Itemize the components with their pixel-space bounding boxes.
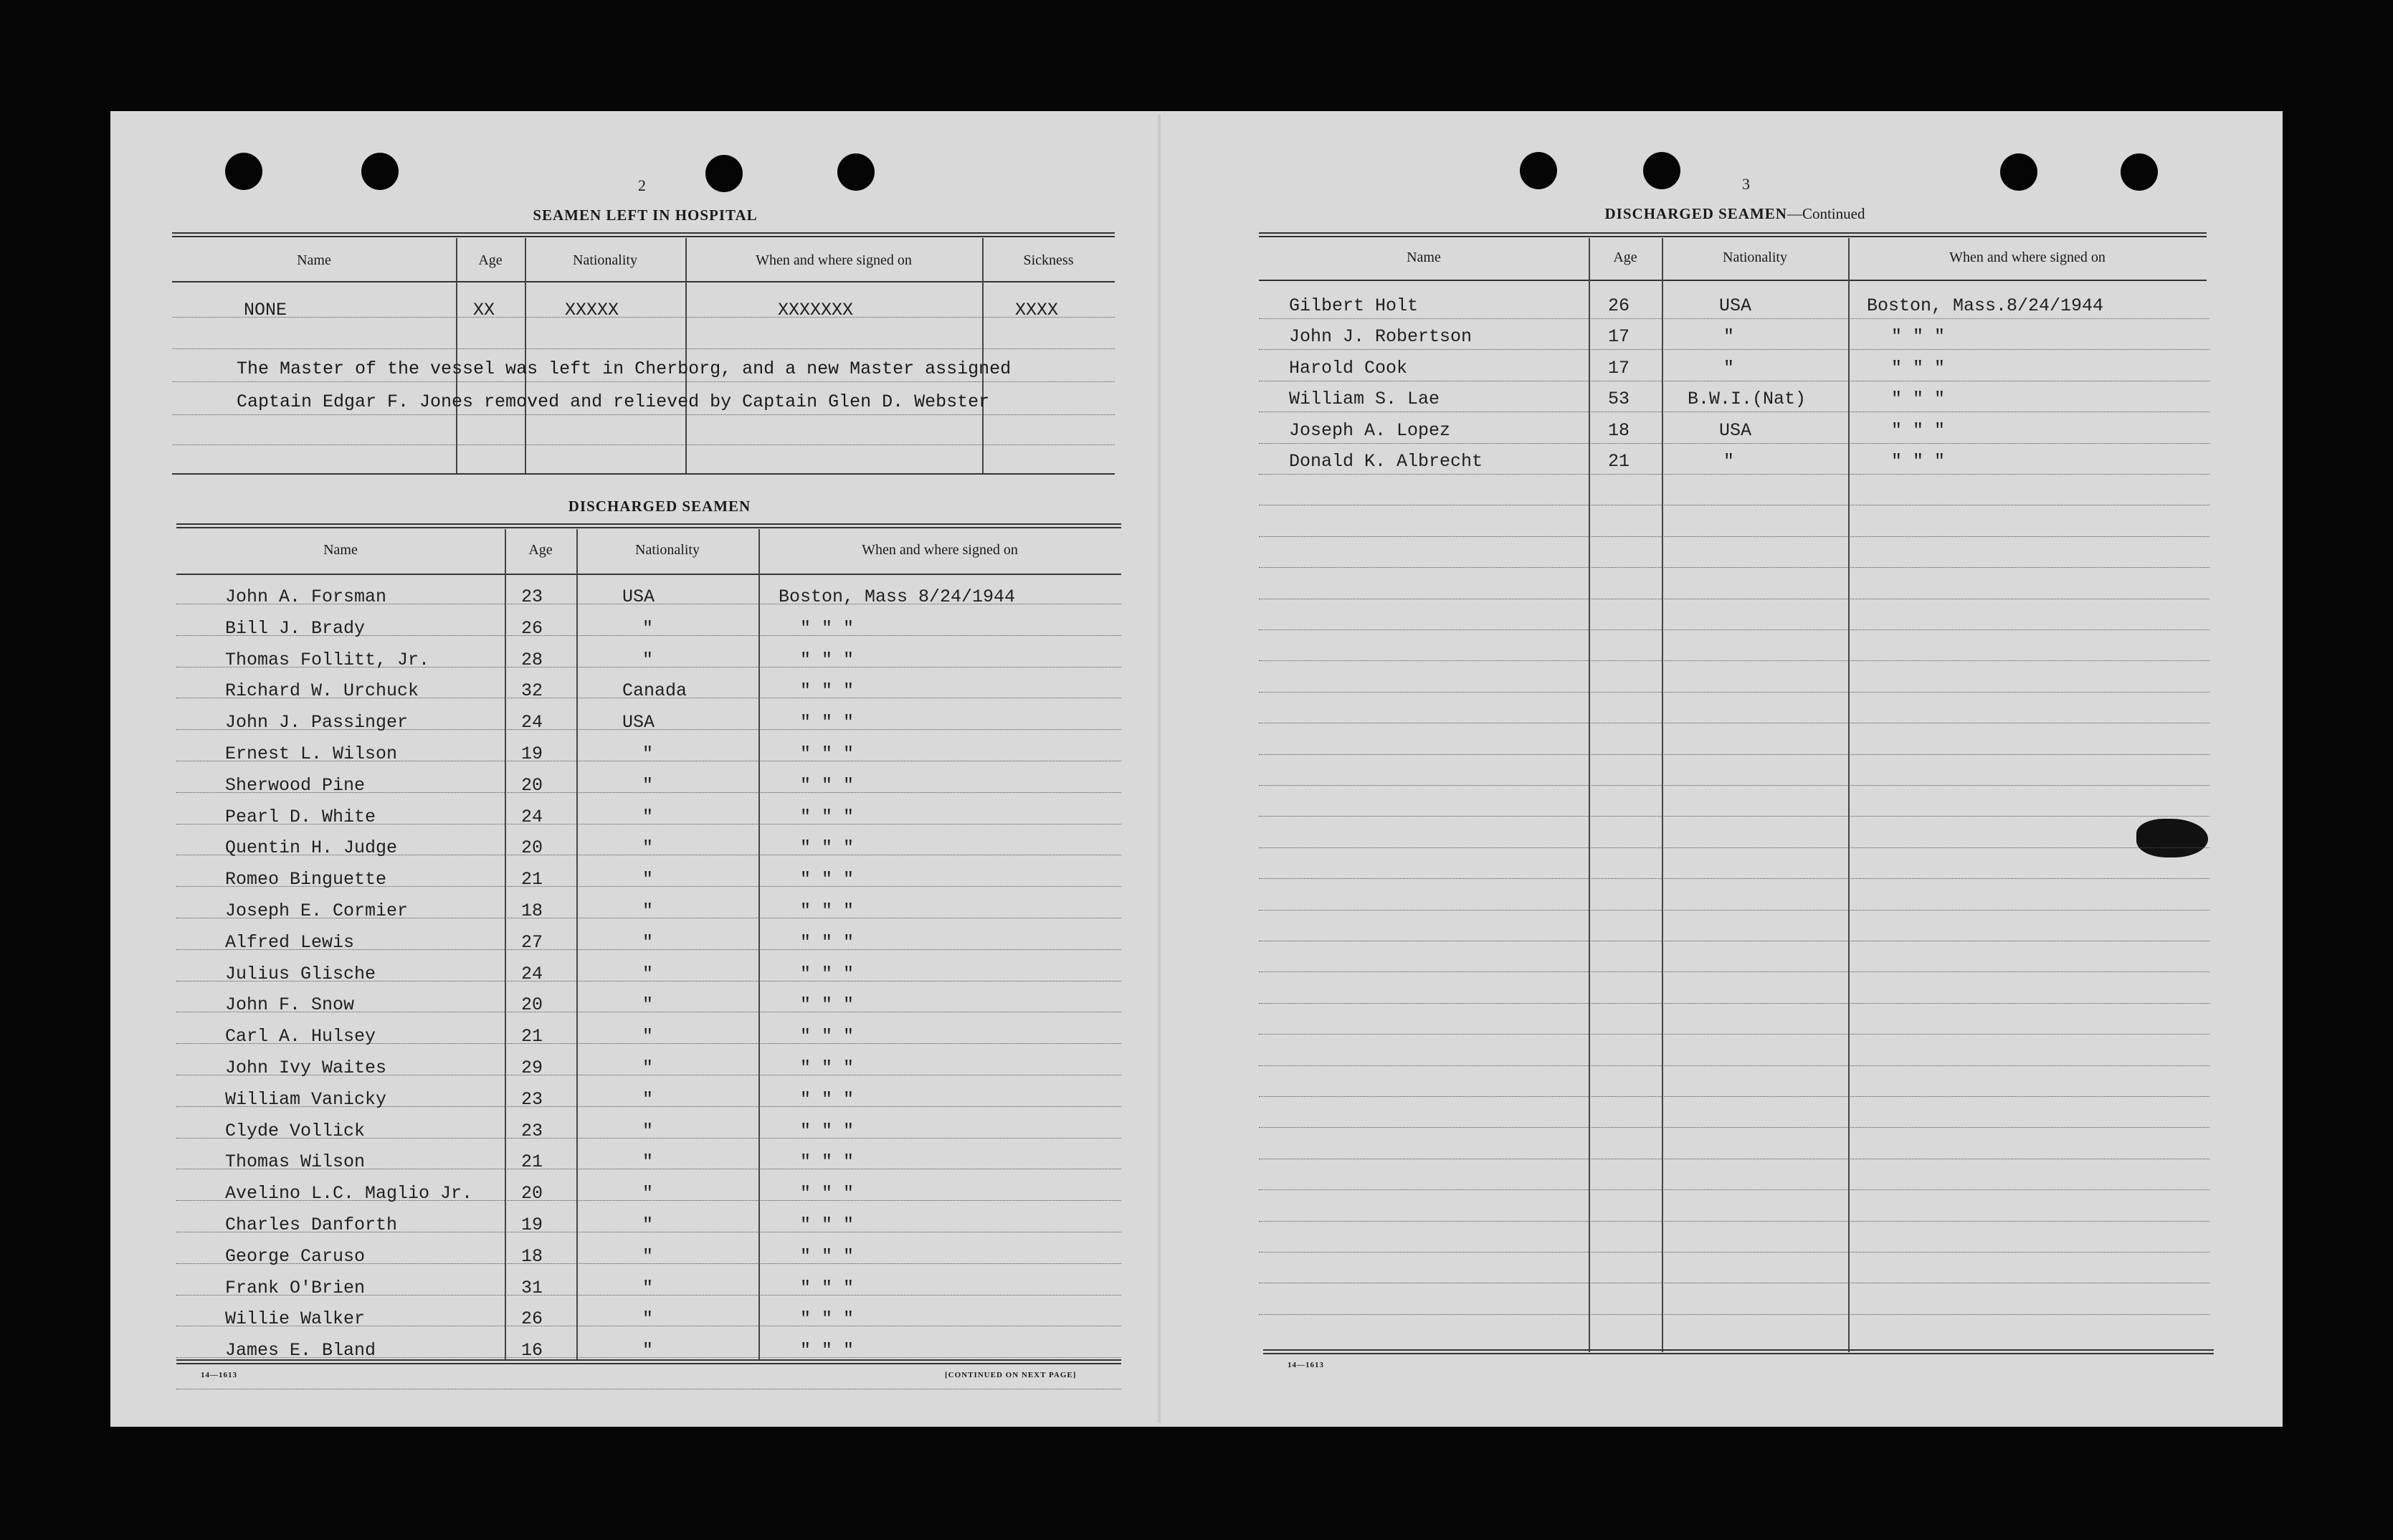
row-line bbox=[172, 348, 1115, 349]
seaman-name: John F. Snow bbox=[225, 994, 355, 1016]
seaman-nationality: " bbox=[642, 1245, 654, 1267]
seaman-name: Gilbert Holt bbox=[1289, 295, 1419, 316]
row-line bbox=[1259, 910, 2209, 911]
seaman-name: Willie Walker bbox=[225, 1308, 366, 1330]
rule bbox=[172, 473, 1115, 475]
seaman-name: Harold Cook bbox=[1289, 357, 1408, 379]
column-divider bbox=[505, 529, 506, 1361]
row-line bbox=[1259, 754, 2209, 755]
seaman-name: Donald K. Albrecht bbox=[1289, 451, 1483, 472]
seaman-age: 26 bbox=[1608, 295, 1630, 316]
row-line bbox=[1259, 1003, 2209, 1004]
hospital-sickness: XXXX bbox=[1015, 300, 1059, 320]
binder-hole bbox=[225, 153, 262, 190]
form-number-right: 14—1613 bbox=[1288, 1361, 1324, 1369]
seaman-age: 21 bbox=[521, 869, 543, 890]
seaman-age: 29 bbox=[521, 1057, 543, 1078]
seaman-age: 18 bbox=[521, 900, 543, 921]
seaman-signed-on: " " " bbox=[800, 1215, 855, 1235]
seaman-name: Julius Glische bbox=[225, 963, 376, 984]
seaman-age: 23 bbox=[521, 1088, 543, 1110]
seaman-name: Richard W. Urchuck bbox=[225, 680, 419, 702]
seaman-nationality: " bbox=[642, 900, 654, 921]
seaman-nationality: Canada bbox=[622, 680, 688, 702]
seaman-name: John J. Robertson bbox=[1289, 326, 1473, 348]
seaman-name: Clyde Vollick bbox=[225, 1120, 366, 1141]
seaman-nationality: USA bbox=[1719, 295, 1752, 316]
discharged-header-age: Age bbox=[528, 542, 553, 558]
right-title-suffix: —Continued bbox=[1787, 205, 1865, 222]
row-line bbox=[1259, 349, 2209, 350]
rule bbox=[176, 1359, 1121, 1364]
seaman-name: Carl A. Hulsey bbox=[225, 1026, 376, 1047]
seaman-age: 24 bbox=[521, 963, 543, 984]
binder-hole bbox=[2000, 153, 2037, 191]
seaman-age: 31 bbox=[521, 1277, 543, 1298]
seaman-nationality: " bbox=[642, 1151, 654, 1173]
seaman-signed-on: " " " bbox=[800, 1120, 855, 1141]
hospital-age: XX bbox=[473, 300, 495, 320]
seaman-signed-on: " " " bbox=[800, 1026, 855, 1047]
seaman-name: Thomas Follitt, Jr. bbox=[225, 649, 430, 670]
seaman-nationality: " bbox=[642, 994, 654, 1016]
row-line bbox=[1259, 443, 2209, 444]
right-header-nationality: Nationality bbox=[1723, 249, 1787, 265]
seaman-name: Avelino L.C. Maglio Jr. bbox=[225, 1183, 473, 1204]
seaman-name: John Ivy Waites bbox=[225, 1057, 387, 1078]
page-fold bbox=[1158, 115, 1161, 1423]
seaman-signed-on: " " " bbox=[800, 1340, 855, 1361]
seaman-signed-on: " " " bbox=[800, 1277, 855, 1298]
hospital-signed-on: XXXXXXX bbox=[778, 300, 854, 320]
rule bbox=[172, 281, 1115, 282]
seaman-nationality: " bbox=[642, 1120, 654, 1141]
seaman-age: 28 bbox=[521, 649, 543, 670]
seaman-nationality: " bbox=[642, 1088, 654, 1110]
seaman-name: John A. Forsman bbox=[225, 586, 387, 607]
seaman-age: 21 bbox=[521, 1151, 543, 1173]
row-line bbox=[1259, 567, 2209, 568]
seaman-age: 26 bbox=[521, 617, 543, 639]
seaman-age: 20 bbox=[521, 1183, 543, 1204]
binder-hole bbox=[361, 153, 399, 190]
seaman-signed-on: " " " bbox=[800, 931, 855, 953]
row-line bbox=[1259, 1221, 2209, 1222]
row-line bbox=[1259, 660, 2209, 661]
right-title-text: DISCHARGED SEAMEN bbox=[1604, 205, 1787, 222]
seaman-nationality: USA bbox=[1719, 419, 1752, 441]
seaman-age: 24 bbox=[521, 806, 543, 827]
seaman-signed-on: " " " bbox=[800, 774, 855, 796]
seaman-signed-on: " " " bbox=[800, 1088, 855, 1110]
seaman-age: 26 bbox=[521, 1308, 543, 1330]
seaman-name: Charles Danforth bbox=[225, 1215, 398, 1235]
seaman-age: 21 bbox=[1608, 451, 1630, 472]
row-line bbox=[1259, 1096, 2209, 1097]
hospital-note-2: Captain Edgar F. Jones removed and relieved by Captain Glen D. Webster bbox=[237, 391, 990, 412]
column-divider bbox=[456, 238, 457, 473]
seaman-signed-on: " " " bbox=[800, 994, 855, 1016]
row-line bbox=[1259, 1065, 2209, 1066]
seaman-signed-on: " " " bbox=[800, 806, 855, 827]
row-line bbox=[1259, 1314, 2209, 1315]
seaman-nationality: " bbox=[642, 1026, 654, 1047]
seaman-nationality: " bbox=[642, 1215, 654, 1235]
seaman-signed-on: " " " bbox=[800, 1308, 855, 1330]
row-line bbox=[1259, 971, 2209, 972]
hospital-header-signed-on: When and where signed on bbox=[756, 252, 912, 268]
seaman-name: Ernest L. Wilson bbox=[225, 743, 398, 764]
seaman-signed-on: " " " bbox=[800, 712, 855, 733]
hospital-name: NONE bbox=[244, 300, 287, 320]
binder-hole bbox=[705, 155, 743, 192]
seaman-signed-on: " " " bbox=[800, 1057, 855, 1078]
seaman-name: William Vanicky bbox=[225, 1088, 387, 1110]
seaman-signed-on: " " " bbox=[1891, 389, 1946, 410]
seaman-nationality: " bbox=[642, 1277, 654, 1298]
seaman-signed-on: " " " bbox=[1891, 451, 1946, 472]
seaman-nationality: " bbox=[642, 931, 654, 953]
continued-note: [CONTINUED ON NEXT PAGE] bbox=[945, 1371, 1077, 1379]
rule bbox=[172, 232, 1115, 237]
seaman-age: 27 bbox=[521, 931, 543, 953]
seaman-signed-on: " " " bbox=[1891, 326, 1946, 348]
seaman-signed-on: " " " bbox=[800, 963, 855, 984]
seaman-name: Alfred Lewis bbox=[225, 931, 355, 953]
seaman-nationality: " bbox=[642, 869, 654, 890]
seaman-nationality: " bbox=[642, 837, 654, 859]
column-divider bbox=[525, 238, 526, 473]
seaman-nationality: B.W.I.(Nat) bbox=[1688, 389, 1807, 410]
seaman-signed-on: " " " bbox=[800, 837, 855, 859]
seaman-age: 19 bbox=[521, 1215, 543, 1235]
seaman-age: 23 bbox=[521, 1120, 543, 1141]
seaman-nationality: " bbox=[642, 806, 654, 827]
seaman-nationality: " bbox=[1723, 357, 1735, 379]
rule bbox=[176, 523, 1121, 528]
seaman-name: James E. Bland bbox=[225, 1340, 376, 1361]
discharged-header-nationality: Nationality bbox=[635, 542, 700, 558]
seaman-nationality: " bbox=[642, 649, 654, 670]
seaman-name: Frank O'Brien bbox=[225, 1277, 366, 1298]
seaman-nationality: " bbox=[642, 963, 654, 984]
seaman-signed-on: " " " bbox=[800, 680, 855, 702]
binder-hole bbox=[1643, 152, 1680, 189]
row-line bbox=[1259, 1127, 2209, 1128]
row-line bbox=[1259, 474, 2209, 475]
row-line bbox=[172, 414, 1115, 415]
seaman-nationality: " bbox=[642, 774, 654, 796]
seaman-age: 16 bbox=[521, 1340, 543, 1361]
seaman-name: George Caruso bbox=[225, 1245, 366, 1267]
row-line bbox=[1259, 1034, 2209, 1035]
row-line bbox=[1259, 816, 2209, 817]
seaman-signed-on: " " " bbox=[800, 1245, 855, 1267]
discharged-section-title: DISCHARGED SEAMEN bbox=[568, 498, 751, 515]
rule bbox=[176, 574, 1121, 575]
seaman-nationality: " bbox=[642, 1057, 654, 1078]
seaman-name: John J. Passinger bbox=[225, 712, 409, 733]
seaman-signed-on: Boston, Mass 8/24/1944 bbox=[779, 586, 1016, 607]
seaman-signed-on: " " " bbox=[800, 1183, 855, 1204]
ink-blot bbox=[2136, 819, 2208, 857]
hospital-section-title: SEAMEN LEFT IN HOSPITAL bbox=[533, 206, 758, 224]
seaman-nationality: " bbox=[1723, 326, 1735, 348]
row-line bbox=[1259, 318, 2209, 319]
hospital-nationality: XXXXX bbox=[565, 300, 619, 320]
form-number-left: 14—1613 bbox=[201, 1371, 237, 1379]
seaman-nationality: " bbox=[642, 617, 654, 639]
column-divider bbox=[685, 238, 687, 473]
seaman-nationality: " bbox=[642, 1183, 654, 1204]
seaman-name: Thomas Wilson bbox=[225, 1151, 366, 1173]
column-divider bbox=[1848, 238, 1850, 1352]
seaman-signed-on: " " " bbox=[800, 617, 855, 639]
seaman-age: 17 bbox=[1608, 357, 1630, 379]
seaman-age: 18 bbox=[521, 1245, 543, 1267]
seaman-nationality: " bbox=[642, 1308, 654, 1330]
rule bbox=[1263, 1349, 2214, 1354]
seaman-nationality: " bbox=[1723, 451, 1735, 472]
seaman-age: 23 bbox=[521, 586, 543, 607]
seaman-age: 21 bbox=[521, 1026, 543, 1047]
seaman-signed-on: " " " bbox=[800, 743, 855, 764]
hospital-header-sickness: Sickness bbox=[1023, 252, 1074, 268]
row-line bbox=[1259, 536, 2209, 537]
column-divider bbox=[758, 529, 760, 1361]
right-header-signed-on: When and where signed on bbox=[1949, 249, 2106, 265]
page-number-left: 2 bbox=[638, 176, 646, 194]
seaman-signed-on: " " " bbox=[1891, 357, 1946, 379]
row-line bbox=[172, 317, 1115, 318]
rule bbox=[1259, 232, 2207, 237]
column-divider bbox=[576, 529, 578, 1361]
discharged-header-name: Name bbox=[323, 542, 358, 558]
seaman-age: 18 bbox=[1608, 419, 1630, 441]
seaman-nationality: USA bbox=[622, 586, 655, 607]
seaman-signed-on: Boston, Mass.8/24/1944 bbox=[1867, 295, 2104, 316]
discharged-header-signed-on: When and where signed on bbox=[862, 542, 1018, 558]
row-line bbox=[1259, 1189, 2209, 1190]
seaman-name: Bill J. Brady bbox=[225, 617, 366, 639]
seaman-age: 17 bbox=[1608, 326, 1630, 348]
seaman-signed-on: " " " bbox=[800, 1151, 855, 1173]
seaman-age: 24 bbox=[521, 712, 543, 733]
hospital-note-1: The Master of the vessel was left in Cherborg, and a new Master assigned bbox=[237, 358, 1012, 379]
seaman-signed-on: " " " bbox=[1891, 419, 1946, 441]
seaman-age: 19 bbox=[521, 743, 543, 764]
seaman-age: 20 bbox=[521, 774, 543, 796]
seaman-name: Joseph E. Cormier bbox=[225, 900, 409, 921]
right-header-age: Age bbox=[1613, 249, 1637, 265]
column-divider bbox=[1589, 238, 1590, 1352]
hospital-header-name: Name bbox=[297, 252, 331, 268]
column-divider bbox=[1662, 238, 1663, 1352]
seaman-age: 32 bbox=[521, 680, 543, 702]
row-line bbox=[1259, 629, 2209, 630]
right-header-name: Name bbox=[1407, 249, 1441, 265]
row-line bbox=[172, 381, 1115, 382]
row-line bbox=[1259, 785, 2209, 786]
seaman-signed-on: " " " bbox=[800, 649, 855, 670]
seaman-nationality: " bbox=[642, 1340, 654, 1361]
seaman-age: 20 bbox=[521, 994, 543, 1016]
row-line bbox=[1259, 692, 2209, 693]
seaman-name: Pearl D. White bbox=[225, 806, 376, 827]
row-line bbox=[1259, 847, 2209, 848]
seaman-name: Quentin H. Judge bbox=[225, 837, 398, 859]
seaman-name: Romeo Binguette bbox=[225, 869, 387, 890]
seaman-age: 20 bbox=[521, 837, 543, 859]
rule bbox=[1259, 280, 2207, 281]
seaman-nationality: USA bbox=[622, 712, 655, 733]
seaman-name: Joseph A. Lopez bbox=[1289, 419, 1451, 441]
binder-hole bbox=[1520, 152, 1557, 189]
seaman-nationality: " bbox=[642, 743, 654, 764]
page-number-right: 3 bbox=[1742, 175, 1750, 193]
row-line bbox=[1259, 1252, 2209, 1253]
column-divider bbox=[982, 238, 984, 473]
hospital-header-nationality: Nationality bbox=[573, 252, 637, 268]
seaman-signed-on: " " " bbox=[800, 869, 855, 890]
row-line bbox=[1259, 878, 2209, 879]
hospital-header-age: Age bbox=[478, 252, 503, 268]
binder-hole bbox=[2121, 153, 2158, 191]
seaman-name: William S. Lae bbox=[1289, 389, 1440, 410]
right-section-title bbox=[1577, 205, 1893, 223]
seaman-signed-on: " " " bbox=[800, 900, 855, 921]
binder-hole bbox=[837, 153, 875, 191]
seaman-name: Sherwood Pine bbox=[225, 774, 366, 796]
seaman-age: 53 bbox=[1608, 389, 1630, 410]
